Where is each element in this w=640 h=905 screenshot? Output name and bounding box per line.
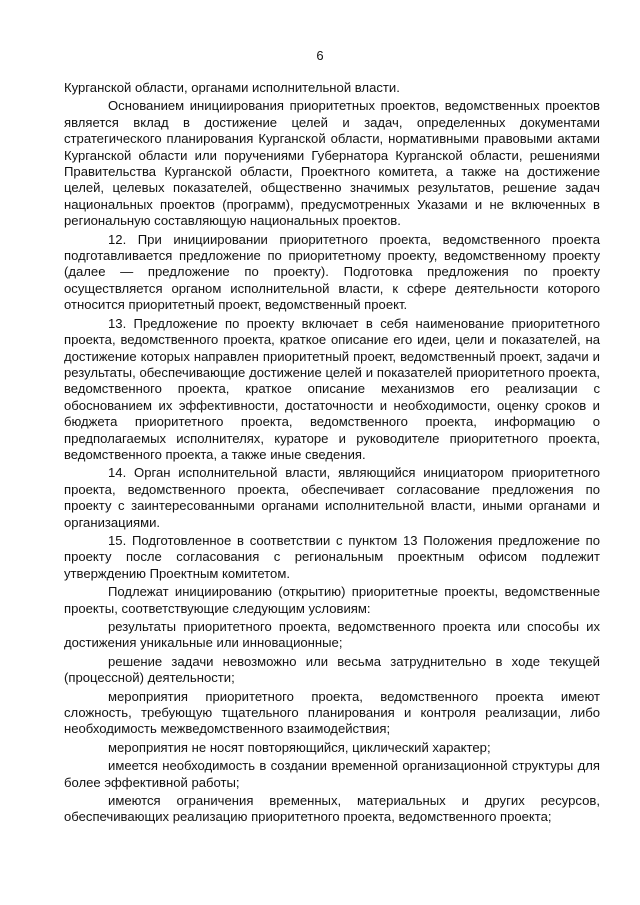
document-body bbox=[64, 80, 600, 826]
paragraph-condition-nonrepeating: мероприятия не носят повторяющийся, циклический характер; bbox=[108, 739, 491, 755]
paragraph-condition-difficult: решение задачи невозможно или весьма затруднительно в ходе текущей (процессной) деятельности; bbox=[64, 653, 600, 686]
paragraph-basis: Основанием инициирования приоритетных проектов, ведомственных проектов является вклад в достижение целей и задач, определенных документами стратегического планирования Курганской области, нормативными правовыми актами Курганской области или поручениями Губернатора Курганской области, решениями Правительства Курганской области, Проектного комитета, а также на достижение целей, целевых показателей, общественно значимых результатов, решение задач национальных проектов (программ), предусмотренных Указами и не включенных в региональную составляющую национальных проектов. bbox=[64, 98, 600, 229]
paragraph-condition-temporary-structure: имеется необходимость в создании временной организационной структуры для более эффективной работы; bbox=[64, 758, 600, 790]
paragraph-conditions-intro: Подлежат инициированию (открытию) приоритетные проекты, ведомственные проекты, соответствующие следующим условиям: bbox=[64, 584, 600, 616]
page-number: 6 bbox=[316, 48, 324, 63]
paragraph-item-15: 15. Подготовленное в соответствии с пунктом 13 Положения предложение по проекту после согласования с региональным проектным офисом подлежит утверждению Проектным комитетом. bbox=[64, 532, 600, 581]
paragraph-item-14: 14. Орган исполнительной власти, являющийся инициатором приоритетного проекта, ведомственного проекта, обеспечивает согласование предложения по проекту с заинтересованными органами исполнительной власти, иными органами и организациями. bbox=[64, 465, 600, 530]
paragraph-continuation: Курганской области, органами исполнительной власти. bbox=[64, 80, 400, 95]
paragraph-item-12: 12. При инициировании приоритетного проекта, ведомственного проекта подготавливается предложение по приоритетному проекту, ведомственному проекту (далее — предложение по проекту). Подготовка предложения по проекту осуществляется органом исполнительной власти, к сфере деятельности которого относится приоритетный проект, ведомственный проект. bbox=[64, 231, 600, 313]
paragraph-condition-complexity: мероприятия приоритетного проекта, ведомственного проекта имеют сложность, требующую тщательного планирования и контроля реализации, либо необходимость межведомственного взаимодействия; bbox=[64, 688, 600, 737]
paragraph-condition-unique: результаты приоритетного проекта, ведомственного проекта или способы их достижения уникальные или инновационные; bbox=[64, 619, 600, 651]
paragraph-condition-resource-limits: имеются ограничения временных, материальных и других ресурсов, обеспечивающих реализацию приоритетного проекта, ведомственного проекта; bbox=[64, 793, 600, 825]
paragraph-item-13: 13. Предложение по проекту включает в себя наименование приоритетного проекта, ведомственного проекта, краткое описание его идеи, цели и показателей, на достижение которых направлен приоритетный проект, ведомственный проект, задачи и результаты, обеспечивающие достижение целей и показателей приоритетного проекта, ведомственного проекта, краткое описание механизмов его реализации с обоснованием их эффективности, достаточности и необходимости, оценку сроков и бюджета приоритетного проекта, ведомственного проекта, информацию о предполагаемых исполнителях, кураторе и руководителе приоритетного проекта, ведомственного проекта, а также иные сведения. bbox=[64, 315, 600, 462]
